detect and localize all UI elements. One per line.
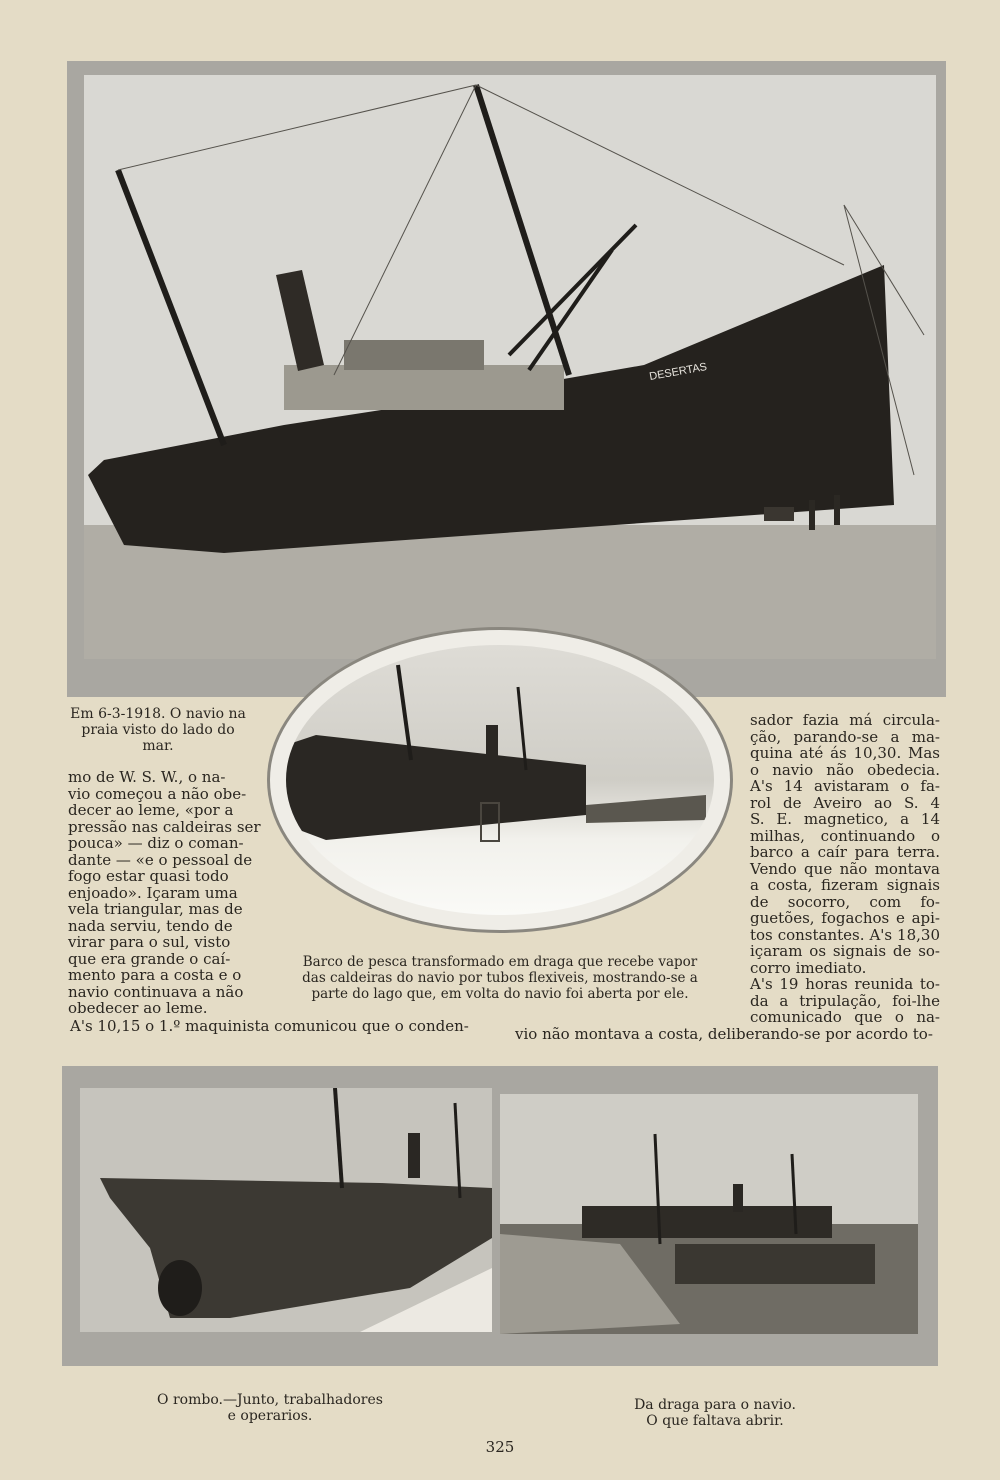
bottom-left-text-line: A's 10,15 o 1.º maquinista comunicou que o conden- — [70, 1017, 469, 1035]
text-line: sador fazia má circula- — [750, 711, 940, 729]
hull-breach-photo — [80, 1088, 492, 1332]
text-line: mo de W. S. W., o na- — [68, 768, 226, 786]
text-line: mento para a costa e o — [68, 966, 242, 984]
text-line: barco a caír para terra. — [750, 843, 940, 861]
right-text-column — [750, 712, 940, 1026]
text-line: que era grande o caí- — [68, 949, 231, 968]
text-line: corro imediato. — [750, 958, 867, 977]
text-line: pouca» — diz o coman- — [68, 834, 244, 852]
caption-line: Da draga para o navio. — [634, 1397, 796, 1413]
stranded-ship-illustration — [84, 75, 936, 659]
dredge-oval-photo — [286, 645, 714, 915]
stranded-ship-photo — [84, 75, 936, 659]
caption-line: Em 6-3-1918. O navio na — [70, 706, 246, 722]
text-line: a costa, fizeram signais — [750, 876, 940, 894]
text-line: A's 19 horas reunida to- — [750, 975, 940, 993]
caption-line: O rombo.—Junto, trabalhadores — [157, 1392, 383, 1408]
text-line: virar para o sul, visto — [68, 933, 231, 951]
text-line: quina até ás 10,30. Mas — [750, 744, 940, 762]
text-line: ção, parando-se a ma- — [750, 727, 940, 746]
text-line: decer ao leme, «por a — [68, 801, 234, 819]
text-line: guetões, fogachos e api- — [750, 909, 940, 927]
bottom-right-caption — [590, 1397, 840, 1429]
text-line: da a tripulação, foi-lhe — [750, 991, 940, 1010]
left-text-column — [68, 768, 261, 1017]
text-line: navio continuava a não — [68, 982, 244, 1001]
caption-line: O que faltava abrir. — [646, 1413, 784, 1429]
text-line: tos constantes. A's 18,30 — [750, 925, 940, 944]
text-line: pressão nas caldeiras ser — [68, 817, 261, 836]
text-line: de socorro, com fo- — [750, 892, 940, 911]
text-line: vela triangular, mas de — [68, 900, 243, 918]
text-line: obedecer ao leme. — [68, 999, 208, 1017]
text-line: milhas, continuando o — [750, 826, 940, 845]
hull-breach-illustration — [80, 1088, 492, 1332]
caption-line: praia visto do lado do — [81, 722, 235, 738]
bottom-right-text-line: vio não montava a costa, deliberando-se por acordo to- — [515, 1025, 933, 1043]
caption-line: e operarios. — [227, 1408, 313, 1424]
text-line: vio começou a não obe- — [68, 784, 247, 803]
text-line: Vendo que não montava — [750, 859, 940, 878]
caption-line: das caldeiras do navio por tubos flexiveis, mostrando-se a — [302, 970, 698, 986]
bottom-left-caption — [130, 1392, 410, 1424]
text-line: comunicado que o na- — [750, 1008, 940, 1026]
text-line: fogo estar quasi todo — [68, 867, 229, 885]
text-line: dante — «e o pessoal de — [68, 850, 253, 869]
caption-line: mar. — [142, 738, 174, 754]
caption-line: parte do lago que, em volta do navio foi aberta por ele. — [311, 986, 689, 1002]
text-line: enjoado». Içaram uma — [68, 883, 238, 902]
dredge-illustration — [286, 645, 714, 915]
text-line: S. E. magnetico, a 14 — [750, 810, 940, 828]
ship-name-painted: DESERTAS — [648, 361, 708, 383]
dredge-to-ship-photo — [500, 1094, 918, 1334]
top-photo-caption — [58, 706, 258, 754]
dredge-to-ship-illustration — [500, 1094, 918, 1334]
text-line: nada serviu, tendo de — [68, 916, 233, 935]
text-line: o navio não obedecia. — [750, 760, 940, 779]
oval-photo-caption — [262, 954, 738, 1002]
text-line: içaram os signais de so- — [750, 942, 940, 960]
text-line: rol de Aveiro ao S. 4 — [750, 793, 940, 812]
caption-line: Barco de pesca transformado em draga que recebe vapor — [302, 954, 698, 970]
page-number: 325 — [485, 1438, 515, 1456]
text-line: A's 14 avistaram o fa- — [750, 777, 940, 795]
